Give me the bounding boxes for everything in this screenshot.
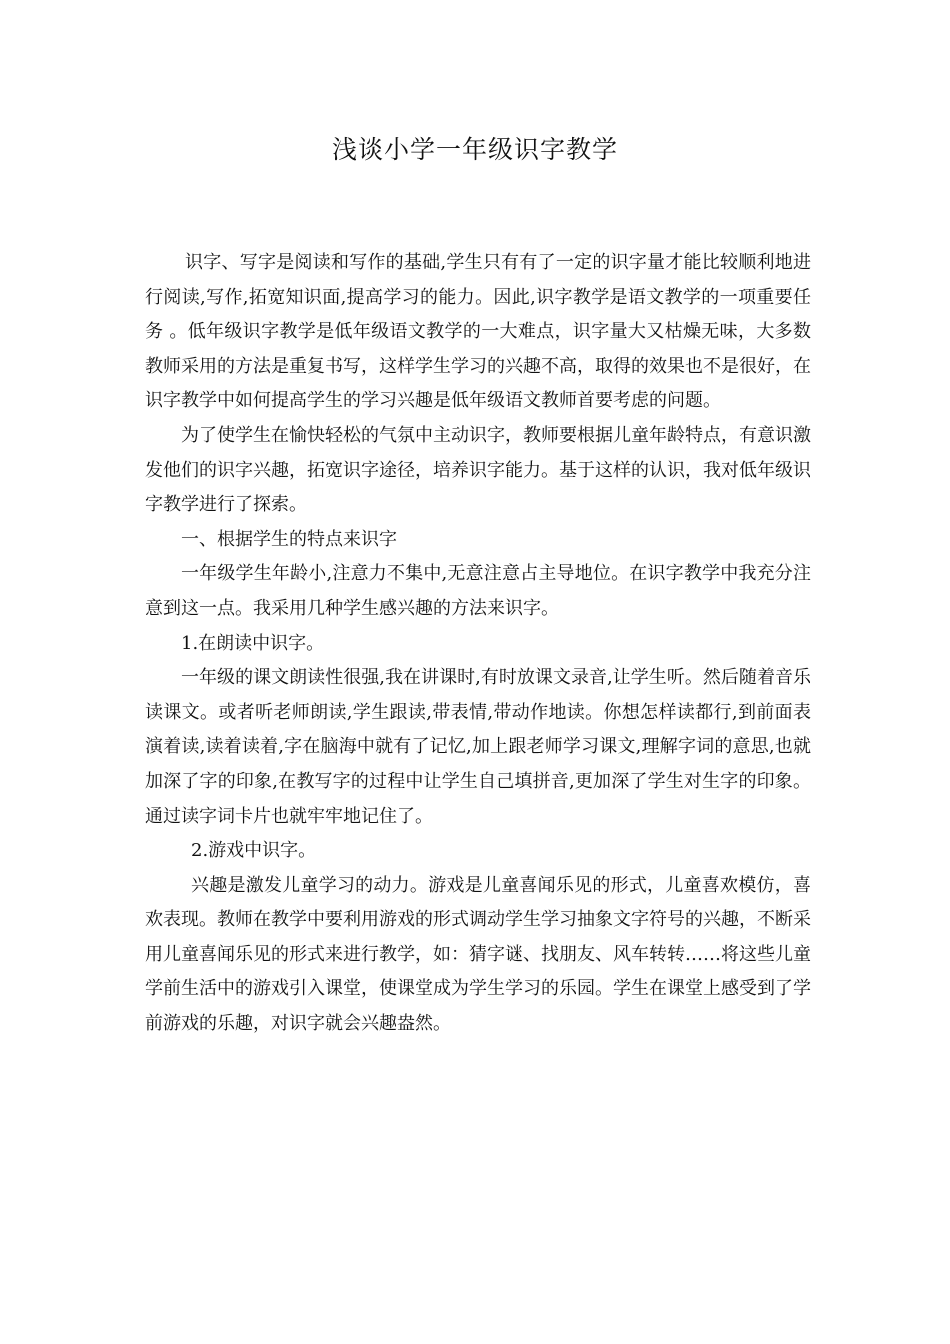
section-heading-1: 一、根据学生的特点来识字 <box>181 528 397 550</box>
subheading-reading: 1.在朗读中识字。 <box>181 632 325 654</box>
subheading-games: 2.游戏中识字。 <box>191 840 317 862</box>
paragraph-games: 兴趣是激发儿童学习的动力。游戏是儿童喜闻乐见的形式，儿童喜欢模仿，喜欢表现。教师在教学中要利用游戏的形式调动学生学习抽象文字符号的兴趣，不断采用儿童喜闻乐见的形式来进行教学，如：猜字谜、找朋友、风车转转……将这些儿童学前生活中的游戏引入课堂，使课堂成为学生学习的乐园。学生在课堂上感受到了学前游戏的乐趣，对识字就会兴趣盎然。 <box>145 874 811 1035</box>
paragraph-reading: 一年级的课文朗读性很强,我在讲课时,有时放课文录音,让学生听。然后随着音乐读课文。或者听老师朗读,学生跟读,带表情,带动作地读。你想怎样读都行,到前面表演着读,读着读着,字在脑海中就有了记忆,加上跟老师学习课文,理解字词的意思,也就加深了字的印象,在教写字的过程中让学生自己填拼音,更加深了学生对生字的印象。通过读字词卡片也就牢牢地记住了。 <box>145 667 811 827</box>
paragraph-intro: 识字、写字是阅读和写作的基础,学生只有有了一定的识字量才能比较顺利地进行阅读,写作,拓宽知识面,提高学习的能力。因此,识字教学是语文教学的一项重要任务 。低年级识字教学是低年级语文教学的一大难点，识字量大又枯燥无味，大多数教师采用的方法是重复书写，这样学生学习的兴趣不高，取得的效果也不是很好，在识字教学中如何提高学生的学习兴趣是低年级语文教师首要考虑的问题。 <box>145 252 811 412</box>
document-body <box>145 246 811 1042</box>
document-title: 浅谈小学一年级识字教学 <box>331 135 618 164</box>
paragraph-purpose: 为了使学生在愉快轻松的气氛中主动识字，教师要根据儿童年龄特点，有意识激发他们的识字兴趣，拓宽识字途径，培养识字能力。基于这样的认识，我对低年级识字教学进行了探索。 <box>145 424 811 516</box>
paragraph-section-1: 一年级学生年龄小,注意力不集中,无意注意占主导地位。在识字教学中我充分注意到这一点。我采用几种学生感兴趣的方法来识字。 <box>145 563 811 619</box>
